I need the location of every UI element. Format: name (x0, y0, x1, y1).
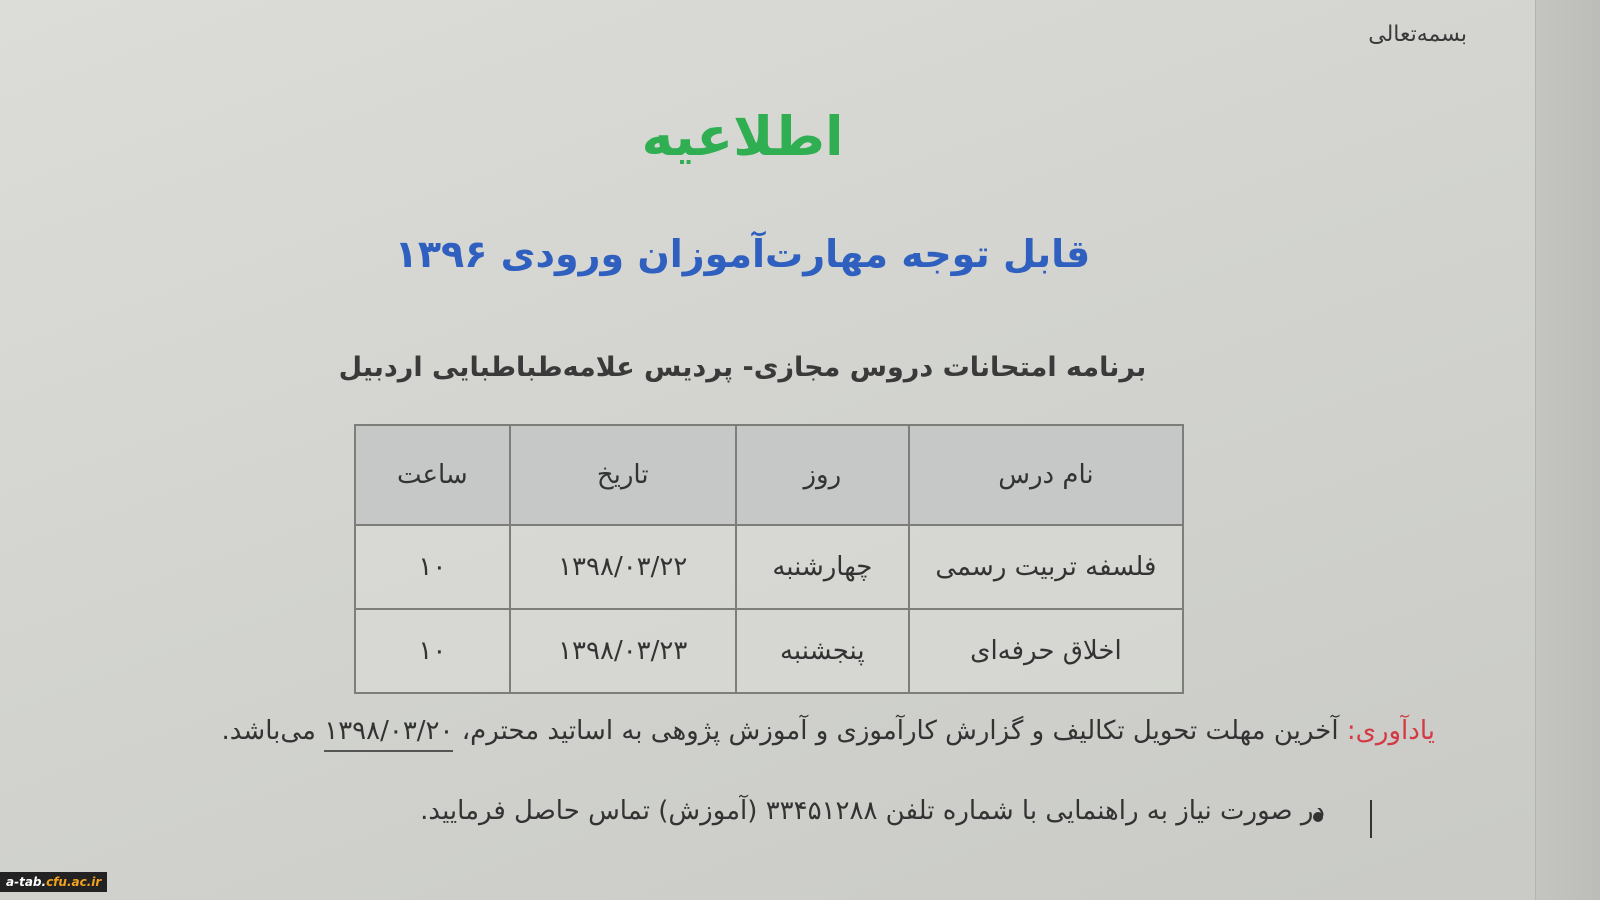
cell-time: ۱۰ (355, 609, 510, 693)
table-row (355, 609, 1183, 693)
cell-course-name: اخلاق حرفه‌ای (909, 609, 1183, 693)
cell-day: چهارشنبه (736, 525, 909, 609)
watermark-domain: cfu.ac.ir (46, 875, 102, 889)
exam-program-title: برنامه امتحانات دروس مجازی- پردیس علامه‌طباطبایی اردبیل (338, 352, 1147, 383)
page-edge (1535, 0, 1600, 900)
exam-schedule-table (354, 424, 1184, 694)
cell-course-name: فلسفه تربیت رسمی (909, 525, 1183, 609)
deadline-date: ۱۳۹۸/۰۳/۲۰ (324, 716, 453, 752)
table-row (355, 525, 1183, 609)
reminder-note (35, 716, 1435, 746)
header-day: روز (736, 425, 909, 525)
table-header-row (355, 425, 1183, 525)
text-cursor (1370, 800, 1372, 838)
notice-subtitle: قابل توجه مهارت‌آموزان ورودی ۱۳۹۶ (394, 232, 1091, 276)
cell-date: ۱۳۹۸/۰۳/۲۲ (510, 525, 736, 609)
site-watermark (0, 872, 107, 892)
contact-note: در صورت نیاز به راهنمایی با شماره تلفن ۳۳۴۵۱۲۸۸ (آموزش) تماس حاصل فرمایید. (420, 796, 1325, 826)
bismillah-header: بسمه‌تعالی (1368, 22, 1467, 47)
notice-title: اطلاعیه (641, 105, 844, 168)
cell-date: ۱۳۹۸/۰۳/۲۳ (510, 609, 736, 693)
reminder-label: یادآوری: (1346, 716, 1435, 746)
header-course-name: نام درس (909, 425, 1183, 525)
header-date: تاریخ (510, 425, 736, 525)
cell-time: ۱۰ (355, 525, 510, 609)
header-time: ساعت (355, 425, 510, 525)
cell-day: پنجشنبه (736, 609, 909, 693)
reminder-text: آخرین مهلت تحویل تکالیف و گزارش کارآموزی و آموزش پژوهی به اساتید محترم، (453, 716, 1347, 746)
watermark-prefix: a-tab. (6, 875, 47, 889)
reminder-suffix: می‌باشد. (221, 716, 325, 746)
